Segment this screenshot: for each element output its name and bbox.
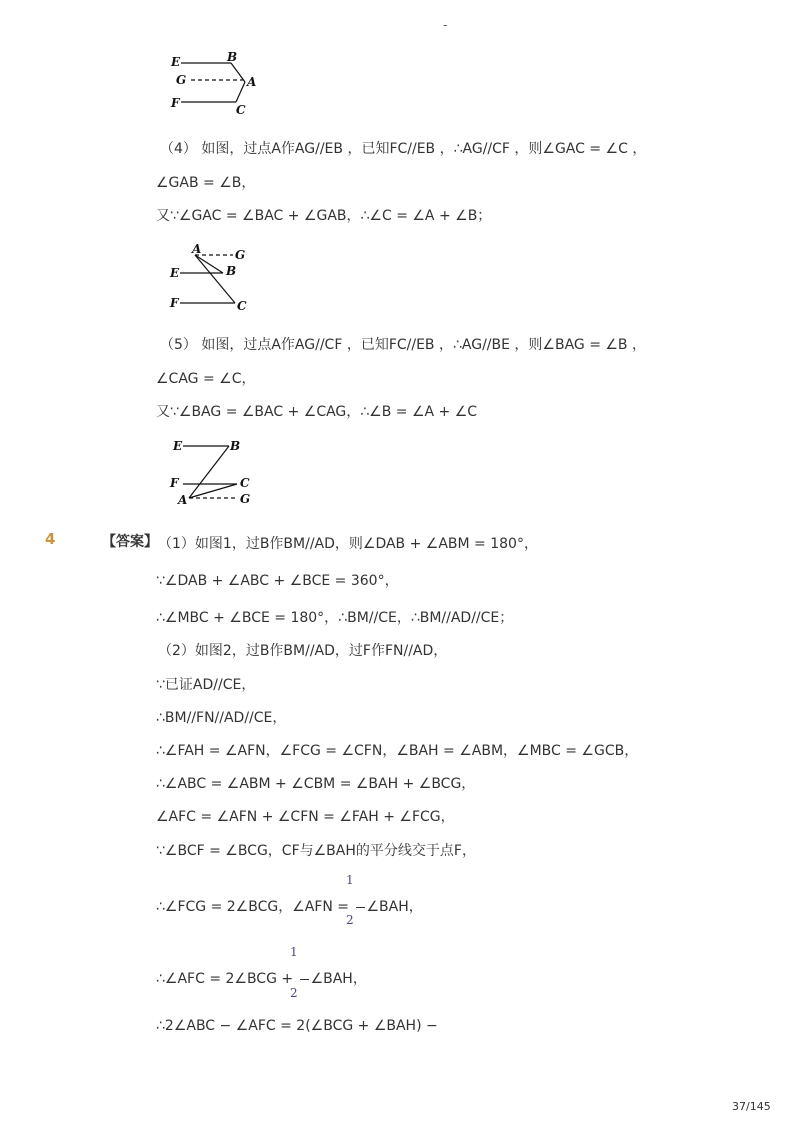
part5-line2: ∠CAG = ∠C， [156,371,256,387]
frac2-bar [300,979,309,980]
part4-line3: 又∵∠GAC = ∠BAC + ∠GAB，∴∠C = ∠A + ∠B； [156,208,492,224]
fig1-label-G: G [176,73,187,87]
page-number: 37/145 [732,1100,771,1113]
answer-line-3: ∴∠MBC + ∠BCE = 180°，∴BM//CE，∴BM//AD//CE； [156,610,514,626]
header-mark: - [443,18,448,32]
frac1-numerator: 1 [346,873,354,887]
fig3-label-F: F [170,476,179,490]
fig2-label-F: F [170,296,179,310]
fig3-label-G: G [240,492,251,506]
figure-2 [165,240,275,315]
fig1-label-E: E [171,55,181,69]
answer-line-1: （1）如图1，过B作BM//AD，则∠DAB + ∠ABM = 180°， [158,536,538,552]
answer-line-8: ∴∠ABC = ∠ABM + ∠CBM = ∠BAH + ∠BCG， [156,776,476,792]
answer-line-10: ∵∠BCF = ∠BCG，CF与∠BAH的平分线交于点F， [156,843,476,859]
answer-line-5: ∵已证AD//CE， [156,677,256,693]
frac1-before: ∴∠FCG = 2∠BCG，∠AFN = [156,899,354,915]
answer-line-9: ∠AFC = ∠AFN + ∠CFN = ∠FAH + ∠FCG， [156,809,455,825]
figure-1 [165,50,275,120]
fig2-label-E: E [170,266,180,280]
frac2-numerator: 1 [290,945,298,959]
frac1-bar [356,907,365,908]
frac2-line [156,968,367,988]
fig1-label-B: B [227,50,238,64]
frac2-before: ∴∠AFC = 2∠BCG + [156,971,298,987]
answer-label: 【答案】 [102,534,158,550]
figure-3 [165,436,275,511]
frac2-denominator: 2 [290,986,298,1000]
fig2-label-A: A [192,242,202,256]
fig2-label-G: G [235,248,246,262]
answer-line-4: （2）如图2，过B作BM//AD，过F作FN//AD， [158,643,448,659]
question-number: 4 [45,530,56,548]
fig3-label-B: B [230,439,241,453]
part5-line1: （5） 如图，过点A作AG//CF ，已知FC//EB ，∴AG//BE ，则∠BAG = ∠B ， [160,337,646,353]
part5-line3: 又∵∠BAG = ∠BAC + ∠CAG，∴∠B = ∠A + ∠C [156,404,478,420]
fig3-label-E: E [173,439,183,453]
frac1-line [156,896,423,916]
fig1-label-F: F [171,96,180,110]
fig2-label-B: B [226,264,237,278]
last-line: ∴2∠ABC − ∠AFC = 2(∠BCG + ∠BAH) − [156,1018,438,1034]
fig1-label-C: C [236,103,246,117]
fig3-label-C: C [240,476,250,490]
fig3-label-A: A [178,493,188,507]
part4-line1: （4） 如图，过点A作AG//EB ，已知FC//EB ，∴AG//CF ，则∠GAC = ∠C ， [160,141,647,157]
frac2-after: ∠BAH， [310,971,367,987]
answer-line-6: ∴BM//FN//AD//CE， [156,710,287,726]
frac1-denominator: 2 [346,913,354,927]
part4-line2: ∠GAB = ∠B， [156,175,256,191]
answer-line-2: ∵∠DAB + ∠ABC + ∠BCE = 360°， [156,573,399,589]
fig1-label-A: A [247,75,257,89]
fig2-label-C: C [237,299,247,313]
frac1-after: ∠BAH， [366,899,423,915]
answer-line-7: ∴∠FAH = ∠AFN，∠FCG = ∠CFN，∠BAH = ∠ABM，∠MBC = ∠GCB， [156,743,639,759]
